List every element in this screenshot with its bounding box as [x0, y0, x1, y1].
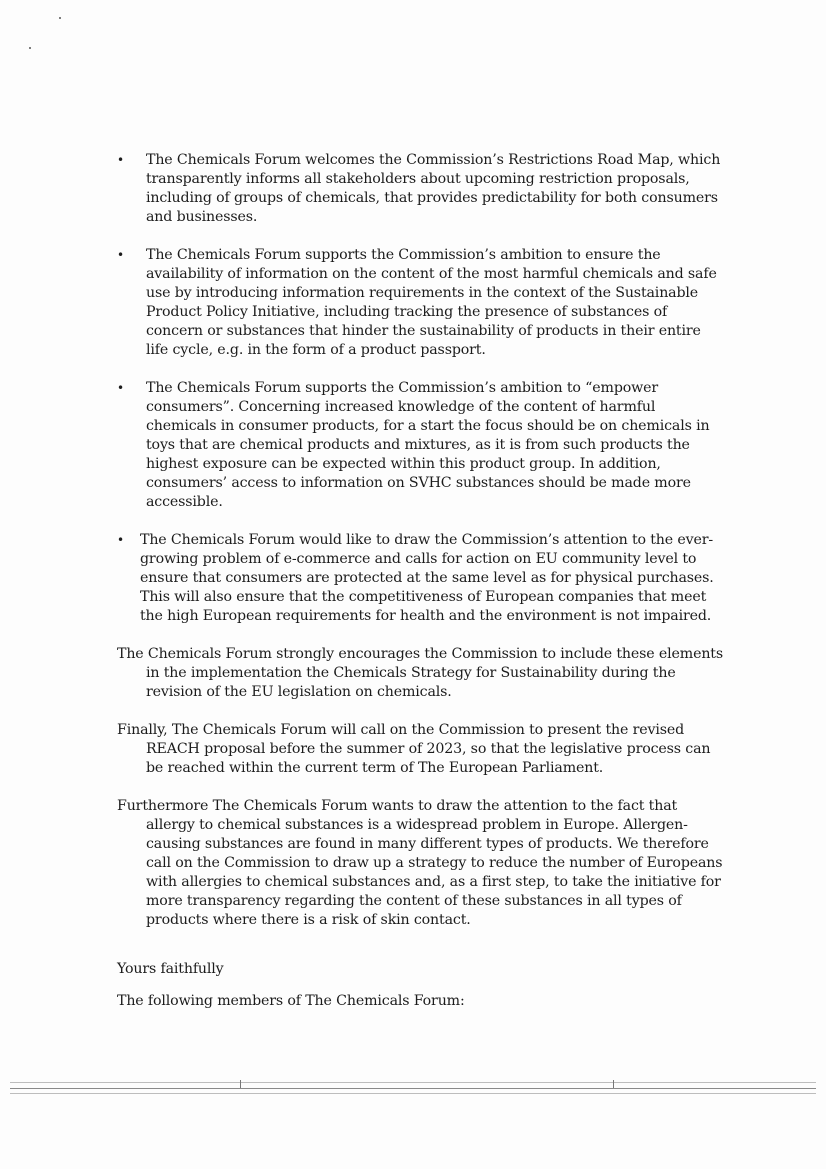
paragraph-reach-proposal: Finally, The Chemicals Forum will call on the Commission to present the revised REACH proposal before the summer of 2023, so that the legislative process can be reached within the current term of The European Parliament. — [117, 722, 711, 776]
bullet-icon: • — [117, 381, 124, 395]
bullet-text: The Chemicals Forum welcomes the Commission’s Restrictions Road Map, which transparently informs all stakeholders about upcoming restriction proposals, including of groups of chemicals, that provides predictability for both consumers and businesses. — [146, 152, 721, 225]
bullet-list — [117, 151, 727, 626]
scan-speck — [29, 47, 31, 49]
bullet-item-empower-consumers — [117, 379, 727, 512]
bottom-rule — [10, 1093, 816, 1094]
bullet-text: The Chemicals Forum would like to draw the Commission’s attention to the ever-growing problem of e-commerce and calls for action on EU community level to ensure that consumers are protected at the same level as for physical purchases. This will also ensure that the competitiveness of European companies that meet the high European requirements for health and the environment is not impaired. — [140, 532, 714, 624]
bullet-text: The Chemicals Forum supports the Commission’s ambition to ensure the availability of information on the content of the most harmful chemicals and safe use by introducing information requirements in the context of the Sustainable Product Policy Initiative, including tracking the presence of substances of concern or substances that hinder the sustainability of products in their entire life cycle, e.g. in the form of a product passport. — [146, 247, 717, 358]
paragraph-strategy-implementation: The Chemicals Forum strongly encourages the Commission to include these elements in the implementation the Chemicals Strategy for Sustainability during the revision of the EU legislation on chemicals. — [117, 646, 723, 700]
bullet-item-restrictions-road-map — [117, 151, 727, 227]
bullet-icon: • — [117, 248, 124, 262]
rule-tick-mark — [613, 1080, 614, 1088]
bullet-text: The Chemicals Forum supports the Commission’s ambition to “empower consumers”. Concerning increased knowledge of the content of harmful chemicals in consumer products, for a start the focus should be on chemicals in toys that are chemical products and mixtures, as it is from such products the highest exposure can be expected within this product group. In addition, consumers’ access to information on SVHC substances should be made more accessible. — [146, 380, 710, 510]
bullet-icon: • — [117, 533, 124, 547]
bullet-item-information-availability — [117, 246, 727, 360]
scan-speck — [59, 17, 61, 19]
paragraph-allergy: Furthermore The Chemicals Forum wants to draw the attention to the fact that allergy to chemical substances is a widespread problem in Europe. Allergen-causing substances are found in many different types of products. We therefore call on the Commission to draw up a strategy to reduce the number of Europeans with allergies to chemical substances and, as a first step, to take the initiative for more transparency regarding the content of these substances in all types of products where there is a risk of skin contact. — [117, 798, 723, 928]
bullet-item-e-commerce — [117, 531, 727, 626]
bullet-icon: • — [117, 153, 124, 167]
bottom-rule — [10, 1082, 816, 1083]
bottom-rule — [10, 1088, 816, 1089]
closing-salutation: Yours faithfully — [117, 961, 224, 977]
rule-tick-mark — [240, 1080, 241, 1088]
letter-body — [117, 151, 727, 1011]
members-intro: The following members of The Chemicals Forum: — [117, 993, 465, 1009]
